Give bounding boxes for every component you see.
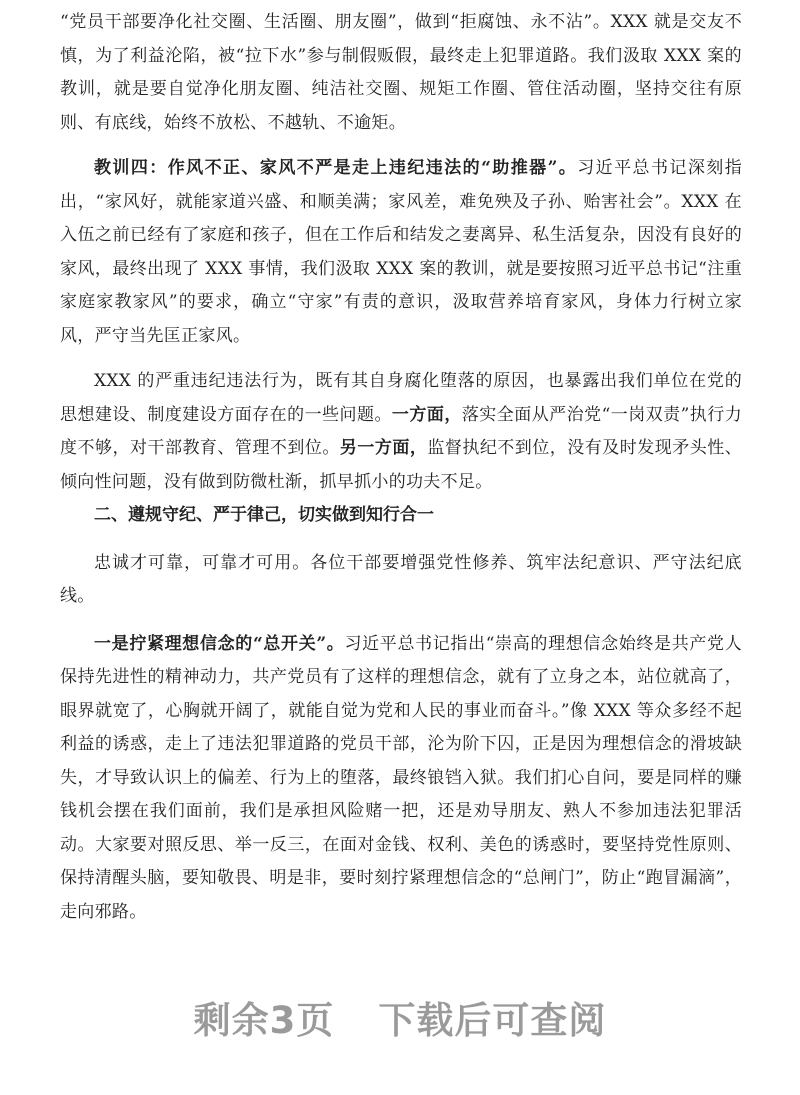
on-one-hand-text: 落实全面从严治党“一岗双责”执行力度不够，对干部教育、管理不到位。 bbox=[60, 404, 743, 458]
paragraph-1: “党员干部要净化社交圈、生活圈、朋友圈”，做到“拒腐蚀、永不沾”。XXX 就是交友不慎，为了利益沦陷，被“拉下水”参与制假贩假，最终走上犯罪道路。我们汲取 XXX 案的教训，就是要自觉净化朋友圈、纯洁社交圈、规矩工作圈、管住活动圈，坚持交往有原则、有底线，始终不放松、不越轨、不逾矩。 bbox=[60, 12, 742, 133]
on-other-hand-label: 另一方面， bbox=[339, 438, 428, 458]
problems-intro: XXX 的严重违纪违法行为，既有其自身腐化堕落的原因，也暴露出我们单位在党的思想建设、制度建设方面存在的一些问题。 bbox=[60, 371, 742, 425]
paragraph-loyalty: 忠诚才可靠，可靠才可用。各位干部要增强党性修养、筑牢法纪意识、严守法纪底线。 bbox=[60, 552, 742, 606]
lesson-4-heading: 教训四：作风不正、家风不严是走上违纪违法的“助推器”。 bbox=[94, 158, 578, 178]
ideals-heading: 一是拧紧理想信念的“总开关”。 bbox=[94, 633, 345, 654]
download-banner bbox=[0, 990, 800, 1044]
section-heading-2: 二、遵规守纪、严于律己，切实做到知行合一 bbox=[94, 505, 434, 525]
paragraph-ideals bbox=[60, 628, 742, 930]
download-to-view-text: 下载后可查阅 bbox=[378, 999, 607, 1042]
paragraph-lesson-4 bbox=[60, 152, 742, 353]
remaining-pages-text: 剩余3页 bbox=[193, 999, 335, 1042]
paragraph-problems bbox=[60, 365, 742, 499]
on-other-hand-text: 监督执纪不到位，没有及时发现矛头性、倾向性问题，没有做到防微杜渐，抓早抓小的功夫不足。 bbox=[60, 438, 743, 492]
lesson-4-text: 习近平总书记深刻指出，“家风好，就能家道兴盛、和顺美满；家风差，难免殃及子孙、贻害社会”。XXX 在入伍之前已经有了家庭和孩子，但在工作后和结发之妻离异、私生活复杂，因没有良好的家风，最终出现了 XXX 事情，我们汲取 XXX 案的教训，就是要按照习近平总书记“注重家庭家教家风”的要求，确立“守家”有责的意识，汲取营养培育家风，身体力行树立家风，严守当先匡正家风。 bbox=[60, 158, 743, 346]
document-body bbox=[60, 6, 742, 929]
on-one-hand-label: 一方面， bbox=[391, 404, 462, 425]
ideals-text: 习近平总书记指出“崇高的理想信念始终是共产党人保持先进性的精神动力，共产党员有了这样的理想信念，就有了立身之本，站位就高了，眼界就宽了，心胸就开阔了，就能自觉为党和人民的事业而奋斗。”像 XXX 等众多经不起利益的诱惑，走上了违法犯罪道路的党员干部，沦为阶下囚，正是因为理想信念的滑坡缺失，才导致认识上的偏差、行为上的堕落，最终锒铛入狱。我们扪心自问，要是同样的赚钱机会摆在我们面前，我们是承担风险赌一把，还是劝导朋友、熟人不参加违法犯罪活动。大家要对照反思、举一反三，在面对金钱、权利、美色的诱惑时，要坚持党性原则、保持清醒头脑，要知敬畏、明是非，要时刻拧紧理想信念的“总闸门”，防止“跑冒漏滴”，走向邪路。 bbox=[60, 633, 742, 922]
